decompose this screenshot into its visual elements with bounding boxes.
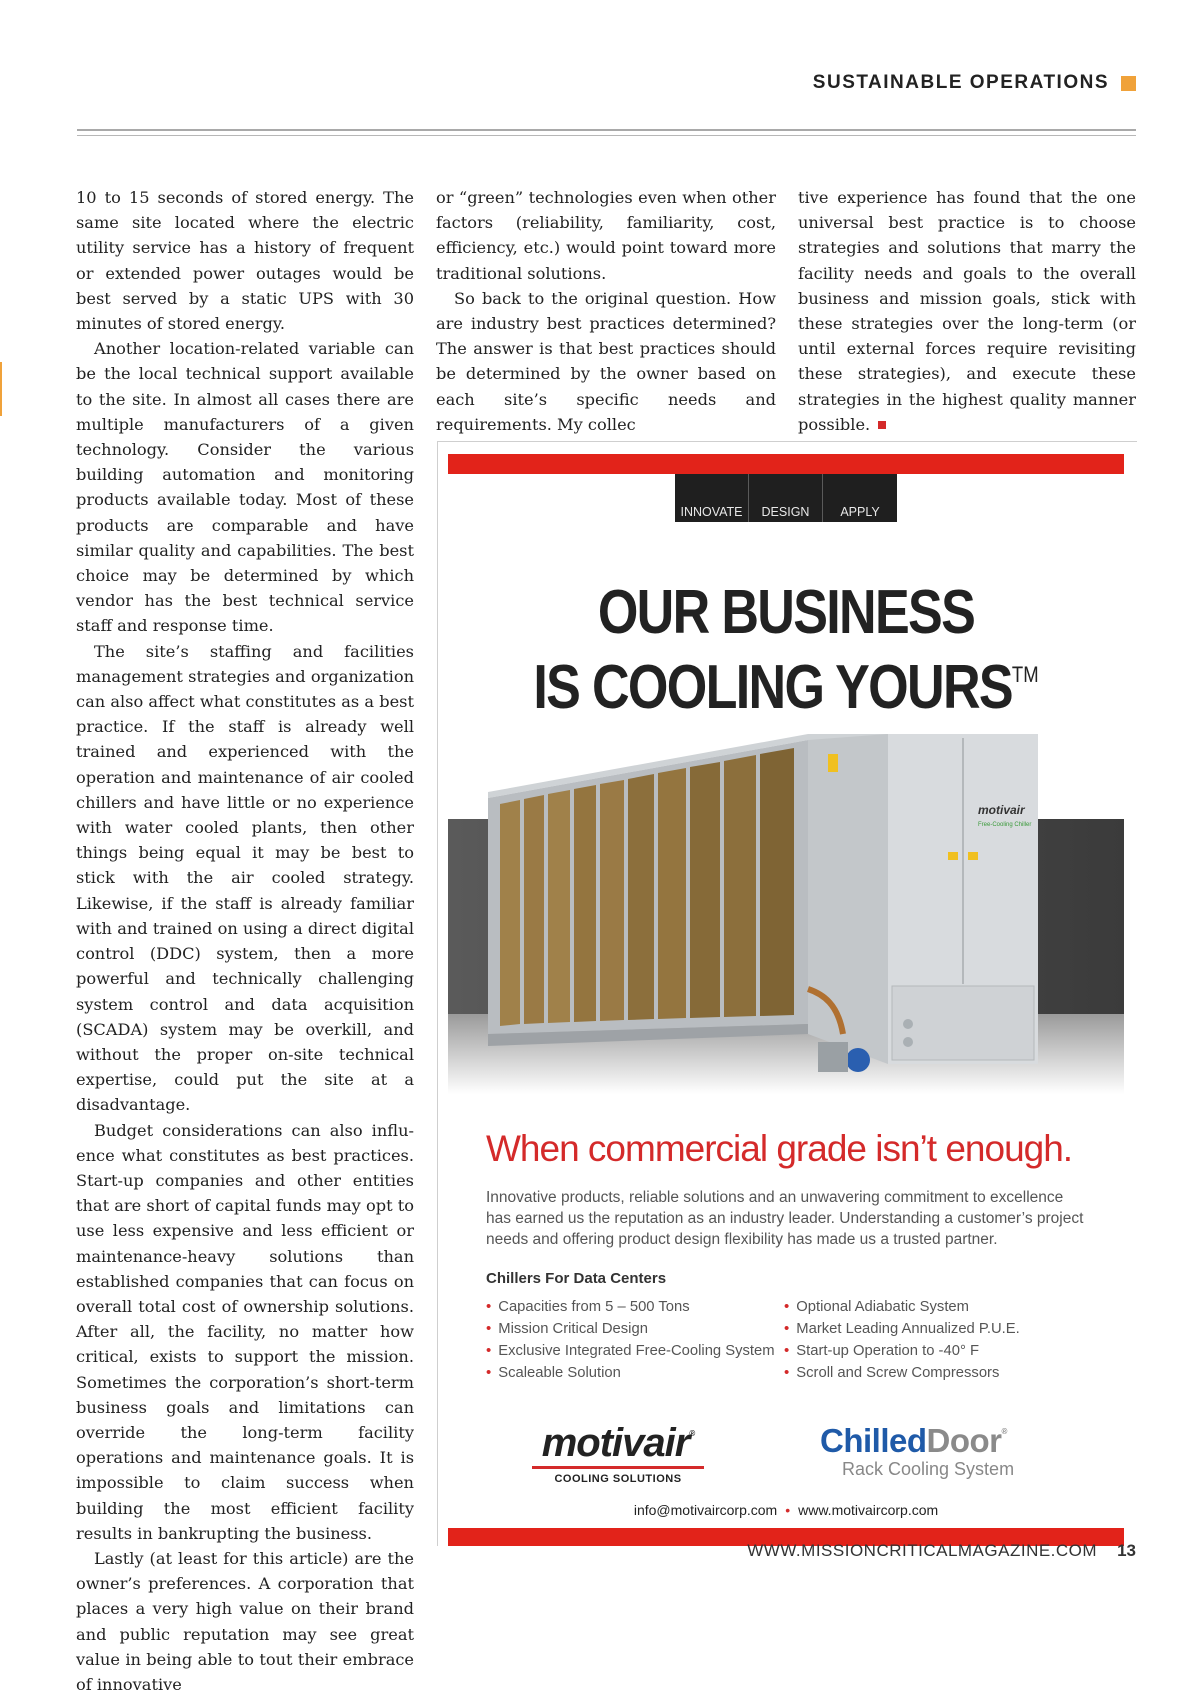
paragraph-text: tive experience has found that the one universal best practice is to choose strategies and solutions that marry the facility needs and goals to the overall business and mission goals, stick with these strategies over the long-term (or until external forces require revisiting these strategies), and execute these strategies in the highest quality manner possible. [798, 188, 1136, 434]
chilleddoor-logo-chilled: Chilled [820, 1422, 927, 1459]
ad-tagline: When commercial grade isn’t enough. [486, 1128, 1073, 1169]
bullet-icon: • [486, 1298, 492, 1315]
section-square-icon [1121, 76, 1136, 91]
chiller-pump [846, 1048, 870, 1072]
motivair-logo-bar [532, 1466, 704, 1469]
article-column-1 [76, 185, 414, 1697]
chilleddoor-logo-subtitle: Rack Cooling System [842, 1459, 1015, 1479]
motivair-logo-subtitle: COOLING SOLUTIONS [554, 1473, 682, 1485]
section-title: SUSTAINABLE OPERATIONS [812, 72, 1109, 93]
feature-item [486, 1340, 775, 1362]
feature-text: Scroll and Screw Compressors [796, 1365, 1000, 1381]
feature-text: Capacities from 5 – 500 Tons [498, 1299, 690, 1315]
feature-text: Optional Adiabatic System [796, 1299, 969, 1315]
chiller-brand-label: motivair [978, 803, 1025, 817]
article-column-3 [798, 185, 1136, 437]
page-footer [747, 1541, 1136, 1561]
bullet-icon: • [784, 1364, 790, 1381]
ad-tab-design: DESIGN [749, 474, 823, 522]
ad-contact [448, 1502, 1124, 1518]
bullet-icon: • [784, 1298, 790, 1315]
chilleddoor-logo-door: Door [926, 1422, 1002, 1459]
feature-text: Exclusive Integrated Free-Cooling System [498, 1343, 775, 1359]
chiller-cabinet-side [808, 734, 888, 1064]
ad-tab-innovate: INNOVATE [675, 474, 749, 522]
bullet-icon: • [486, 1364, 492, 1381]
section-header [813, 72, 1136, 94]
ad-headline [502, 578, 1070, 722]
feature-item [784, 1296, 1020, 1318]
feature-text: Scaleable Solution [498, 1365, 621, 1381]
magazine-url: WWW.MISSIONCRITICALMAGAZINE.COM [747, 1541, 1098, 1560]
paragraph: 10 to 15 seconds of stored energy. The same site located where the electric utility service has a history of frequent or extended power outages would be best served by a static UPS with 30 minutes of stored energy. [76, 188, 414, 334]
feature-item [486, 1362, 775, 1384]
bullet-icon: • [784, 1342, 790, 1359]
ad-tabs [675, 474, 897, 522]
paragraph: Lastly (at least for this article) are the owner’s preferences. A corporation that places a very high value on their brand and public reputation may see great value in being able to tout their embrace of innovative [76, 1548, 414, 1694]
paragraph: The site’s staffing and facilities management strategies and organization can also affect what constitutes as a best practice. If the staff is already well trained and experienced with the operation and maintenance of air cooled chillers and have little or no experience with water cooled plants, then other things being equal it may be best to stick with the air cooled strategy. Likewise, if the staff is already familiar with and trained on using a direct digital control (DDC) system, then a more powerful and technically challenging system control and data acquisition (SCADA) system may be overkill, and without the proper on-site technical expertise, could put the site at a disadvantage. [76, 641, 414, 1115]
ad-email-link[interactable]: info@motivaircorp.com [633, 1502, 778, 1518]
registered-mark: ® [1001, 1427, 1007, 1436]
ad-headline-line-1: OUR BUSINESS [597, 578, 975, 647]
paragraph: or “green” technologies even when other factors (reliability, familiarity, cost, efficiency, etc.) would point toward more traditional solutions. [436, 188, 776, 283]
feature-item [784, 1340, 1020, 1362]
chiller-model-label: Free-Cooling Chiller [978, 822, 1032, 828]
paragraph: Another location-related variable can be the local technical support available to the site. In almost all cases there are multiple manufacturers of a given technology. Consider the various building automation and monitoring products available today. Most of these products are comparable and have similar quality and capabilities. The best choice may be determined by which vendor has the best technical service staff and response time. [76, 339, 414, 636]
margin-tab-marker [0, 362, 2, 416]
bullet-icon: • [784, 1320, 790, 1337]
feature-text: Start-up Operation to -40° F [796, 1343, 980, 1359]
ad-tab-apply: APPLY [823, 474, 897, 522]
ad-top-bar [448, 454, 1124, 474]
motivair-logo [518, 1414, 718, 1485]
feature-text: Market Leading Annualized P.U.E. [796, 1321, 1020, 1337]
ad-frame-top [437, 441, 1137, 442]
feature-item [784, 1318, 1020, 1340]
feature-item [784, 1362, 1020, 1384]
article-column-2 [436, 185, 776, 437]
ad-features-right [784, 1296, 1020, 1384]
end-of-article-icon [878, 421, 886, 429]
ad-website-link[interactable]: www.motivaircorp.com [798, 1502, 939, 1518]
ad-frame-left [437, 441, 438, 1546]
trademark-mark: TM [1011, 662, 1039, 687]
ad-body-text: Innovative products, reliable solutions and an unwavering commitment to excellence has earned us the reputation as an industry leader. Understanding a customer’s project needs and offering product design flexibility has made us a trusted partner. [486, 1189, 1084, 1248]
page-number: 13 [1117, 1541, 1136, 1560]
chiller-unit-image [478, 734, 1078, 1104]
paragraph [798, 185, 1136, 437]
motivair-logo-word [518, 1414, 718, 1463]
header-rule-thin [77, 135, 1136, 136]
paragraph: So back to the original question. How are industry best practices determined? The answer is that best practices should be determined by the owner based on each site’s specific needs and requirements. My collec [436, 288, 776, 434]
paragraph: Budget considerations can also influence what constitutes as best practices. Start-up companies and other entities that are short of capital funds may opt to use less expensive and less efficient or maintenance-heavy solutions than established companies that can focus on overall total cost of ownership solutions. After all, the facility, no matter how critical, exists to support the mission. Sometimes the corporation’s short-term business goals and limitations can override the long-term facility operations and maintenance goals. It is impossible to claim success when building the most efficient facility results in bankrupting the business. [76, 1120, 414, 1543]
chiller-pump-housing [818, 1042, 848, 1072]
separator-bullet-icon: • [785, 1502, 791, 1518]
chilleddoor-logo [820, 1414, 1040, 1479]
registered-mark: ® [689, 1429, 695, 1438]
ad-headline-line-2-text: IS COOLING YOURS [533, 653, 1012, 722]
bullet-icon: • [486, 1320, 492, 1337]
ad-headline-line-2 [502, 644, 1070, 722]
feature-item [486, 1296, 775, 1318]
motivair-logo-text: motivair [541, 1421, 690, 1465]
bullet-icon: • [486, 1342, 492, 1359]
header-rule [77, 129, 1136, 131]
chilleddoor-logo-word [820, 1414, 1040, 1459]
feature-text: Mission Critical Design [498, 1321, 648, 1337]
ad-features-left [486, 1296, 775, 1384]
ad-subheading: Chillers For Data Centers [486, 1270, 667, 1287]
advertisement[interactable] [448, 454, 1124, 1546]
feature-item [486, 1318, 775, 1340]
